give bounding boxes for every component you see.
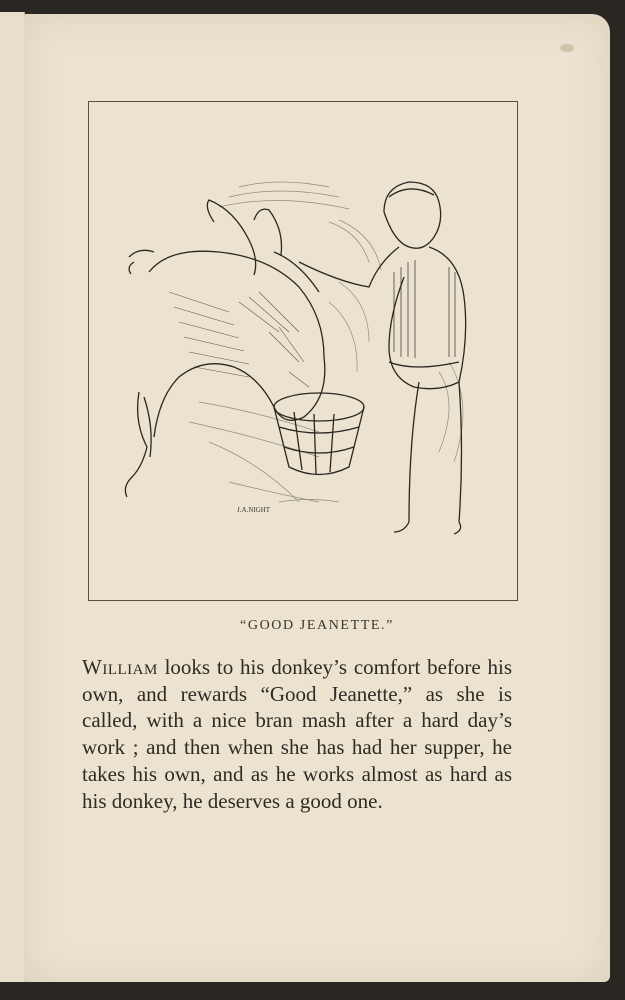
body-paragraph [82,654,512,814]
illustration-frame [88,101,518,601]
boy-vest-hatching [394,260,455,358]
paragraph-lead-word: William [82,655,158,679]
donkey-and-boy-engraving-icon [89,102,517,600]
paragraph-text: looks to his donkey’s comfort before his own, and rewards “Good Jeanette,” as she is called, with a nice bran mash after a hard day’s work ; and then when she has had her supper, he takes his own, and as he works almost as hard as his donkey, he deserves a good one. [82,655,512,813]
book-page [24,14,610,982]
illustration-caption: “GOOD JEANETTE.” [240,618,394,633]
artist-signature: J.A.NIGHT [237,506,271,514]
left-page-edge [0,12,25,982]
bucket [274,393,364,475]
page-stain [560,44,574,52]
donkey-figure [125,200,324,497]
background-hatching [189,182,463,502]
donkey-fur-hatching [169,292,309,387]
